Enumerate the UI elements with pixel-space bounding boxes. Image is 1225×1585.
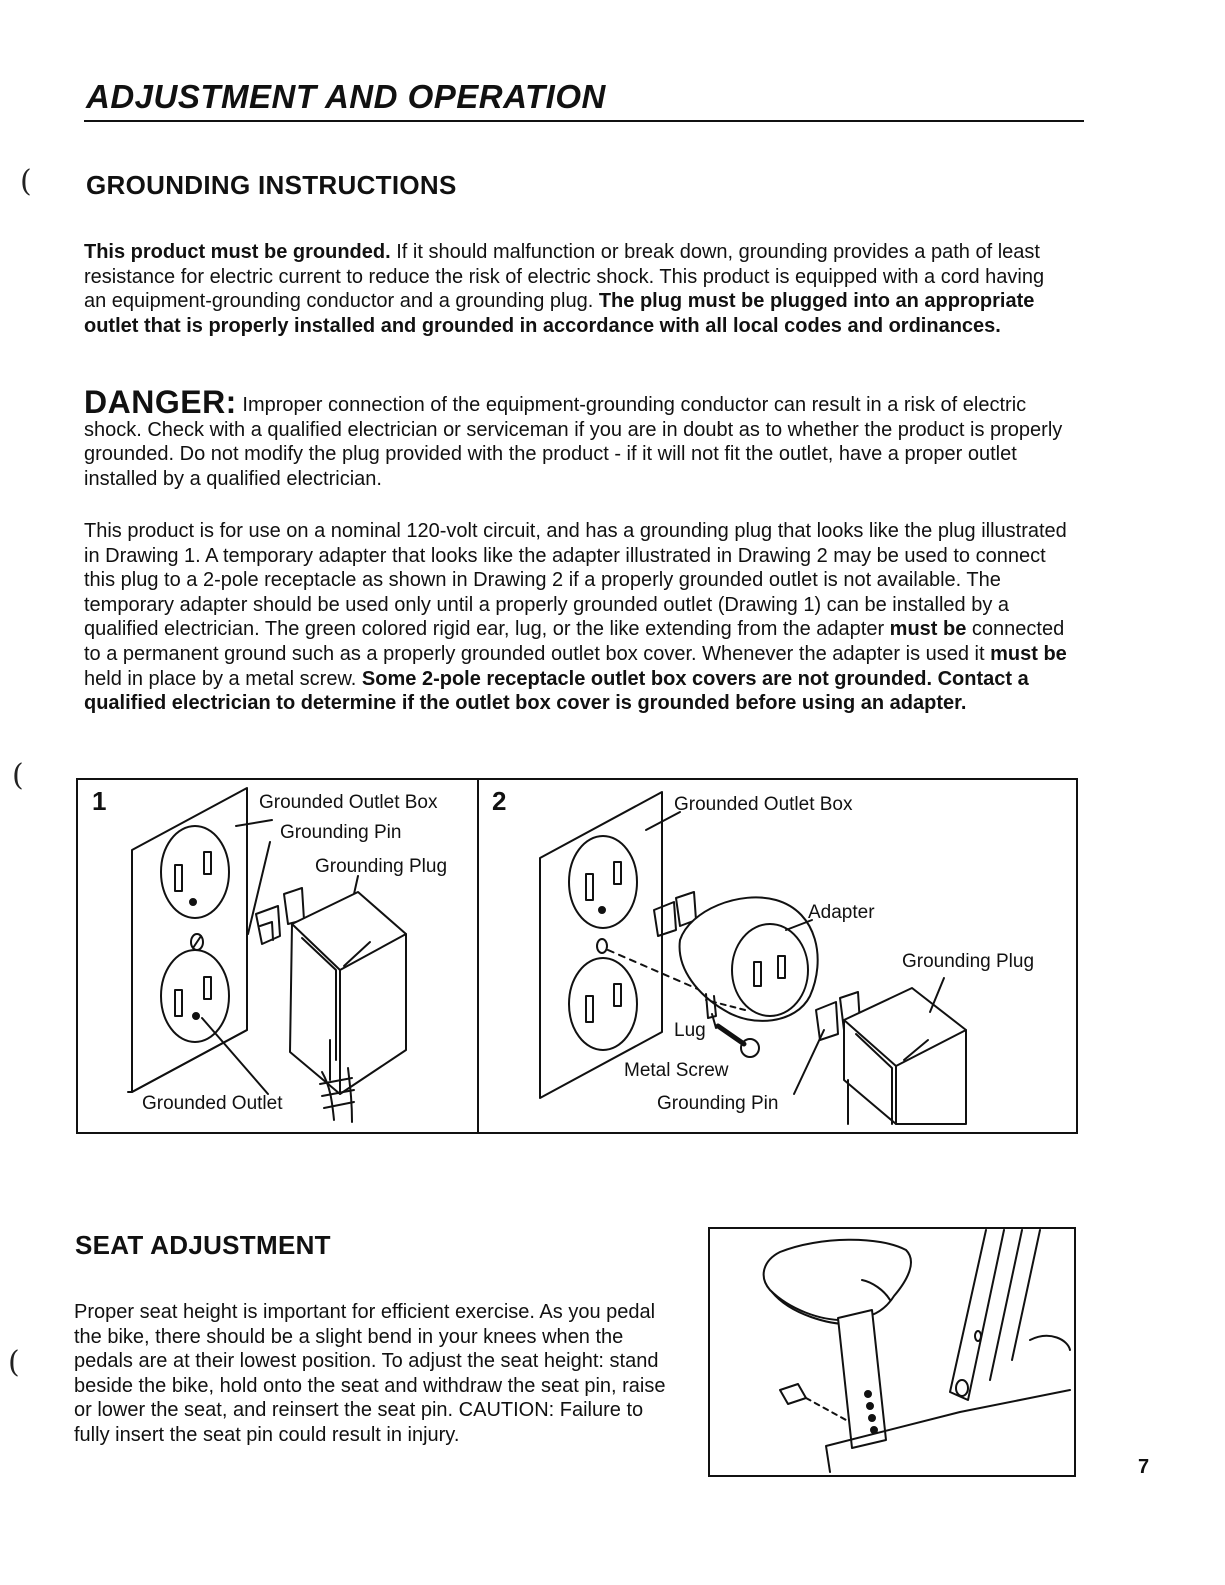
adapter-text-c: connected to a permanent ground such as a properly grounded outlet box cover. Whenever the adapter is used it: [84, 618, 1065, 665]
adapter-text-e: held in place by a metal screw.: [84, 667, 362, 690]
margin-mark: (: [8, 1345, 20, 1380]
seat-paragraph: Proper seat height is important for efficient exercise. As you pedal the bike, there should be a slight bend in your knees when the pedals are at their lowest position. To adjust the seat height: stand beside the bike, hold onto the seat and withdraw the seat pin, raise or lower the seat, and reinsert the seat pin. CAUTION: Failure to fully insert the seat pin could result in injury.: [74, 1301, 666, 1446]
adapter-text-a: This product is for use on a nominal 120-volt circuit, and has a grounding plug that looks like the plug illustrated in Drawing 1. A temporary adapter that looks like the adapter illustrated in Drawing 2 may be used to connect this plug to a 2-pole receptacle as shown in Drawing 2 if a properly grounded outlet is not available. The temporary adapter should be used only until a properly grounded outlet (Drawing 1) can be installed by a qualified electrician. The green colored rigid ear, lug, or the like extending from the adapter: [84, 520, 1067, 641]
label-grounded-outlet-box-2: Grounded Outlet Box: [674, 794, 853, 815]
label-grounding-plug-2: Grounding Plug: [902, 951, 1035, 972]
adapter-bold-f: Some 2-pole receptacle outlet box covers are not grounded. Contact a qualified electrician to determine if the outlet box cover is grounded before using an adapter.: [84, 667, 1029, 715]
label-grounded-outlet: Grounded Outlet: [142, 1093, 283, 1114]
adapter-bold-b: must be: [889, 618, 967, 641]
grounding-bold-2: The plug must be plugged into an appropriate outlet that is properly installed and grounded in accordance with all local codes and ordinances.: [84, 290, 1035, 337]
label-grounding-pin: Grounding Pin: [280, 822, 402, 843]
label-adapter: Adapter: [808, 902, 875, 923]
margin-mark: (: [20, 164, 32, 199]
page-title: ADJUSTMENT AND OPERATION: [86, 78, 606, 115]
adapter-bold-d: must be: [990, 642, 1067, 665]
label-grounding-plug: Grounding Plug: [315, 856, 448, 877]
danger-label: DANGER:: [84, 384, 237, 420]
label-grounding-pin-2: Grounding Pin: [657, 1093, 779, 1114]
danger-text: Improper connection of the equipment-grounding conductor can result in a risk of electric shock. Check with a qualified electrician or serviceman if you are in doubt as to whether the product is properly grounded. Do not modify the plug provided with the product - if it will not fit the outlet, have a proper outlet installed by a qualified electrician.: [84, 394, 1063, 490]
grounding-heading: GROUNDING INSTRUCTIONS: [86, 170, 457, 200]
drawing-1-number: 1: [92, 786, 107, 816]
label-grounded-outlet-box: Grounded Outlet Box: [259, 792, 438, 813]
label-lug: Lug: [674, 1020, 706, 1041]
label-metal-screw: Metal Screw: [624, 1060, 729, 1081]
page-number: 7: [1138, 1456, 1150, 1478]
grounding-text: If it should malfunction or break down, grounding provides a path of least resistance for electric current to reduce the risk of electric shock. This product is equipped with a cord having an equipment-grounding conductor and a grounding plug.: [84, 241, 1045, 313]
margin-mark: (: [12, 758, 24, 793]
drawing-2-number: 2: [492, 786, 507, 816]
seat-heading: SEAT ADJUSTMENT: [75, 1230, 331, 1260]
grounding-bold-1: This product must be grounded.: [84, 241, 391, 263]
